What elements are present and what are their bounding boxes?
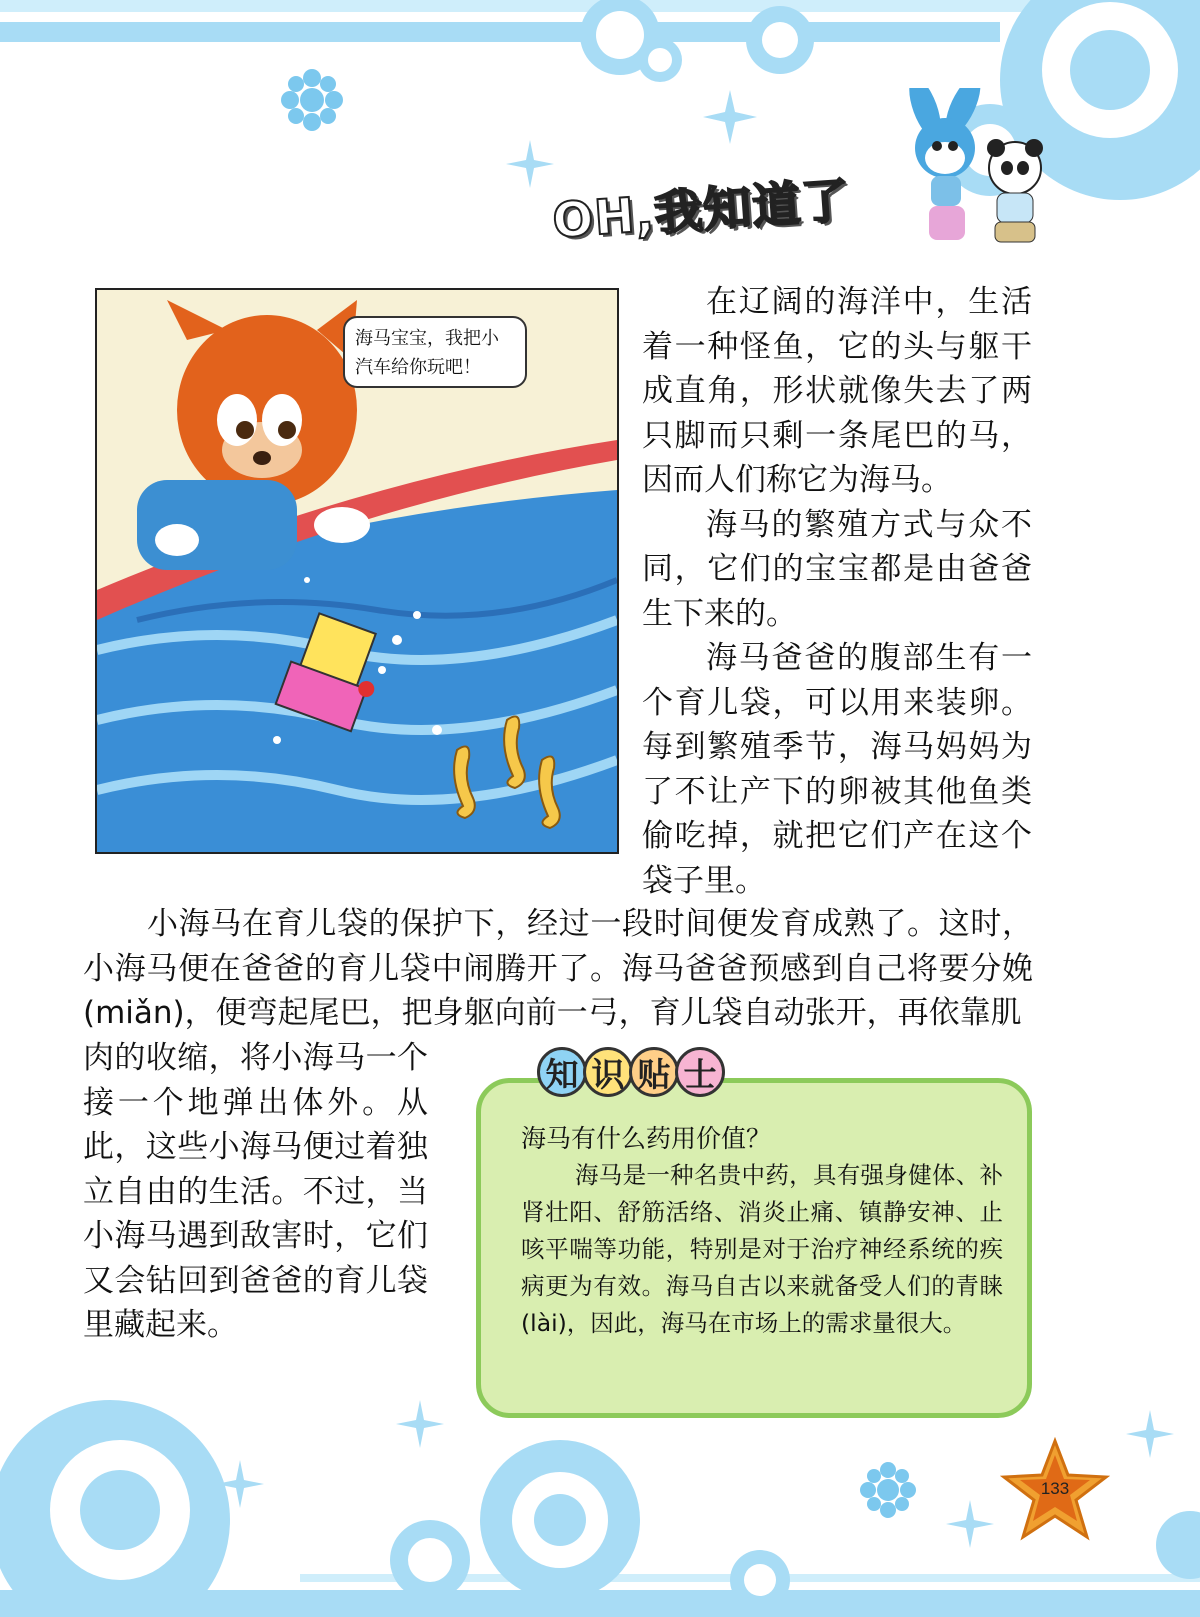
tip-header-char: 知: [537, 1047, 587, 1097]
flower-icon: [281, 69, 343, 131]
page-title: OH,我知道了: [550, 172, 853, 250]
tip-header-char: 士: [675, 1047, 725, 1097]
article-right-column: [642, 280, 1032, 903]
cartoon-characters-illustration: [895, 88, 1065, 253]
page-number-badge: [1000, 1437, 1110, 1541]
paragraph: 海马爸爸的腹部生有一个育儿袋，可以用来装卵。每到繁殖季节，海马妈妈为了不让产下的卵被其他鱼类偷吃掉，就把它们产在这个袋子里。: [642, 640, 1032, 899]
paragraph: 海马的繁殖方式与众不同，它们的宝宝都是由爸爸生下来的。: [642, 506, 1032, 632]
tip-header: [537, 1047, 721, 1097]
paragraph: 小海马在育儿袋的保护下，经过一段时间便发育成熟了。这时，小海马便在爸爸的育儿袋中闹腾开了。海马爸爸预感到自己将要分娩(miǎn)，便弯起尾巴，把身躯向前一弓，育儿袋自动张开，再依靠肌: [83, 906, 1033, 1031]
paragraph: 在辽阔的海洋中，生活着一种怪鱼，它的头与躯干成直角，形状就像失去了两只脚而只剩一条尾巴的马，因而人们称它为海马。: [642, 284, 1032, 498]
article-left-column: [83, 1036, 428, 1348]
tip-header-char: 贴: [629, 1047, 679, 1097]
tip-question: 海马有什么药用价值？: [521, 1124, 772, 1153]
tip-body: 海马是一种名贵中药，具有强身健体、补肾壮阳、舒筋活络、消炎止痛、镇静安神、止咳平喘等功能，特别是对于治疗神经系统的疾病更为有效。海马自古以来就备受人们的青睐(lài)，因此，海马在市场上的需求量很大。: [521, 1161, 1003, 1337]
article-full-width: [83, 902, 1033, 1036]
speech-bubble-text: 海马宝宝，我把小汽车给你玩吧！: [355, 328, 499, 378]
comic-panel: [95, 288, 619, 854]
knowledge-tip-box: [476, 1054, 1032, 1418]
speech-bubble: [343, 316, 527, 388]
tip-header-char: 识: [583, 1047, 633, 1097]
paragraph: 肉的收缩，将小海马一个接一个地弹出体外。从此，这些小海马便过着独立自由的生活。不过，当小海马遇到敌害时，它们又会钻回到爸爸的育儿袋里藏起来。: [83, 1040, 428, 1343]
page-number: 133: [1040, 1479, 1070, 1498]
